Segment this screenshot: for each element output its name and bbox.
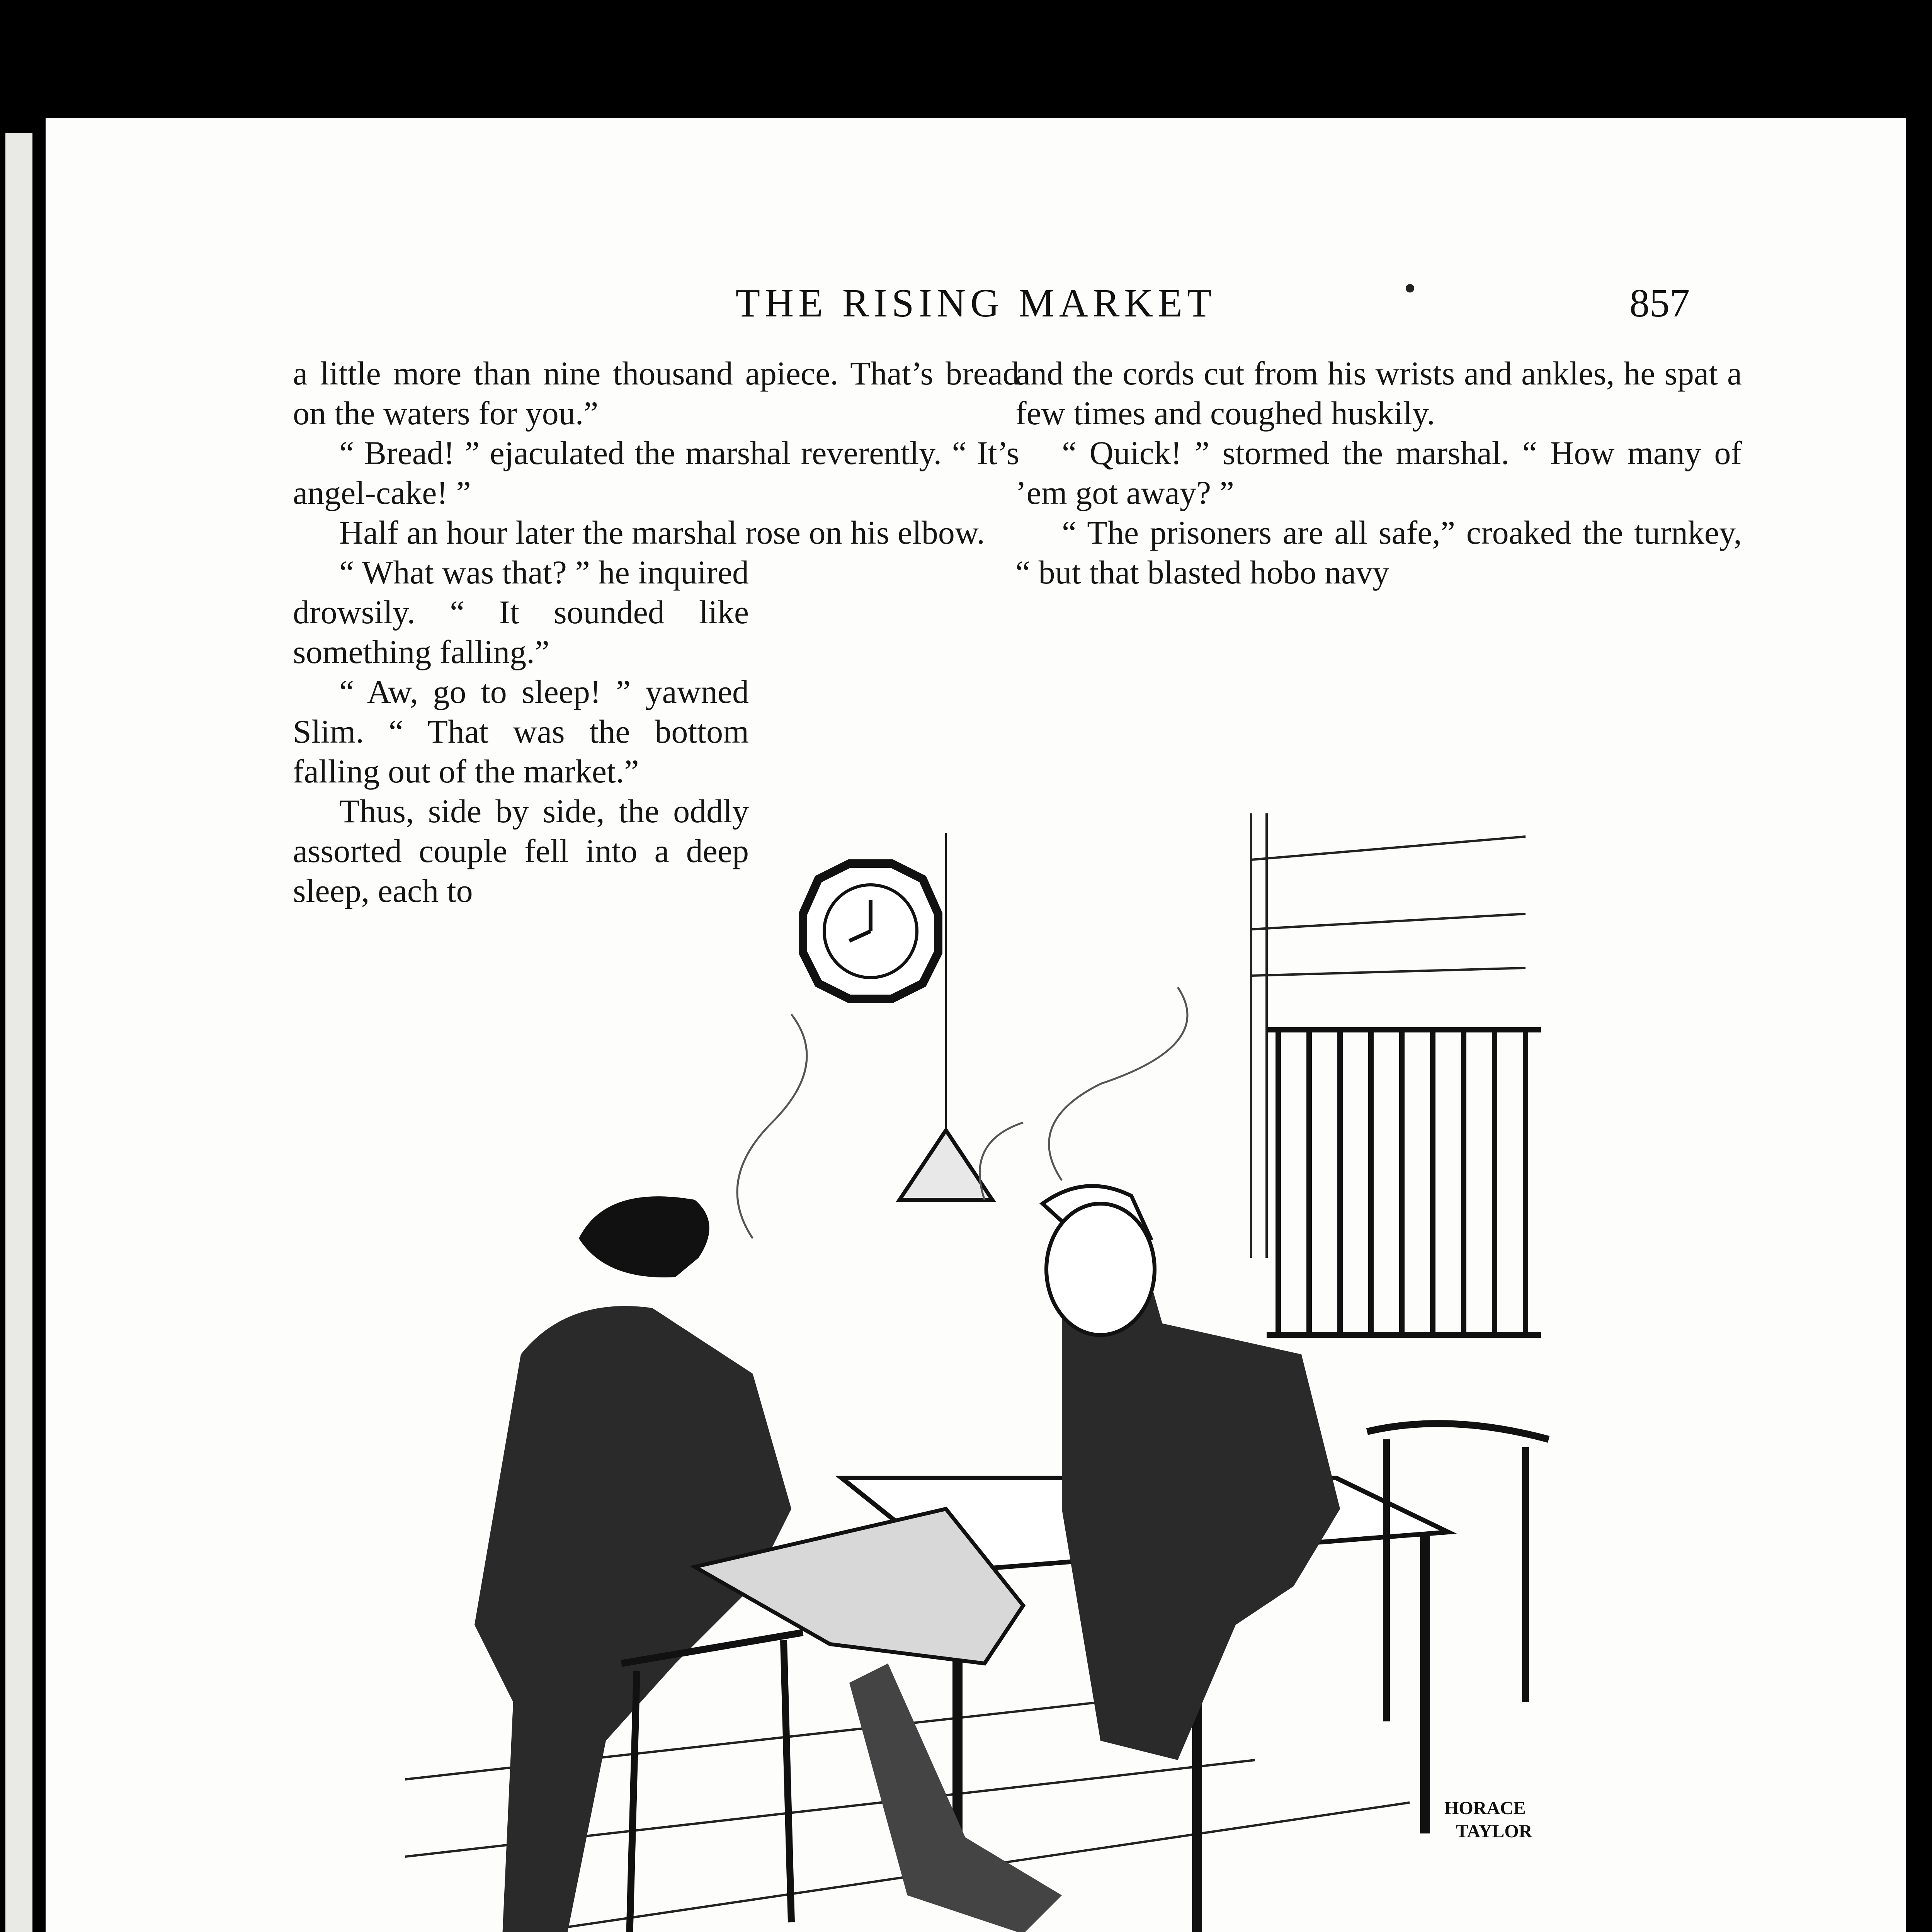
paragraph: Thus, side by side, the oddly assorted couple fell into a deep sleep, each to: [293, 793, 749, 909]
print-speck: [1406, 284, 1414, 293]
artist-signature: HORACE: [1444, 1798, 1526, 1818]
paragraph: and the cords cut from his wrists and ankles, he spat a few times and coughed huskily.: [1015, 355, 1742, 432]
right-column-top: [1015, 354, 1742, 592]
paragraph: a little more than nine thousand apiece. That’s bread on the waters for you.”: [293, 355, 1019, 432]
hanging-lamp-icon: [900, 1130, 992, 1200]
paragraph: “ The prisoners are all safe,” croaked the turnkey, “ but that blasted hobo navy: [1015, 514, 1742, 591]
paragraph: “ What was that? ” he inquired drowsily. “ It sounded like something falling.”: [293, 554, 749, 670]
artist-signature: TAYLOR: [1456, 1821, 1532, 1842]
paragraph: Half an hour later the marshal rose on his elbow.: [339, 514, 985, 551]
magazine-page: [46, 118, 1906, 1932]
running-title: THE RISING MARKET: [735, 281, 1216, 325]
illustration: [405, 813, 1618, 1932]
running-header: [46, 280, 1906, 334]
page-number: 857: [1629, 281, 1690, 325]
facing-page-edge: [0, 118, 46, 1932]
paragraph: “ Quick! ” stormed the marshal. “ How many of ’em got away? ”: [1015, 434, 1742, 511]
paragraph: “ Bread! ” ejaculated the marshal reverently. “ It’s angel-cake! ”: [293, 434, 1019, 511]
paragraph: “ Aw, go to sleep! ” yawned Slim. “ That was the bottom falling out of the market.”: [293, 673, 749, 790]
